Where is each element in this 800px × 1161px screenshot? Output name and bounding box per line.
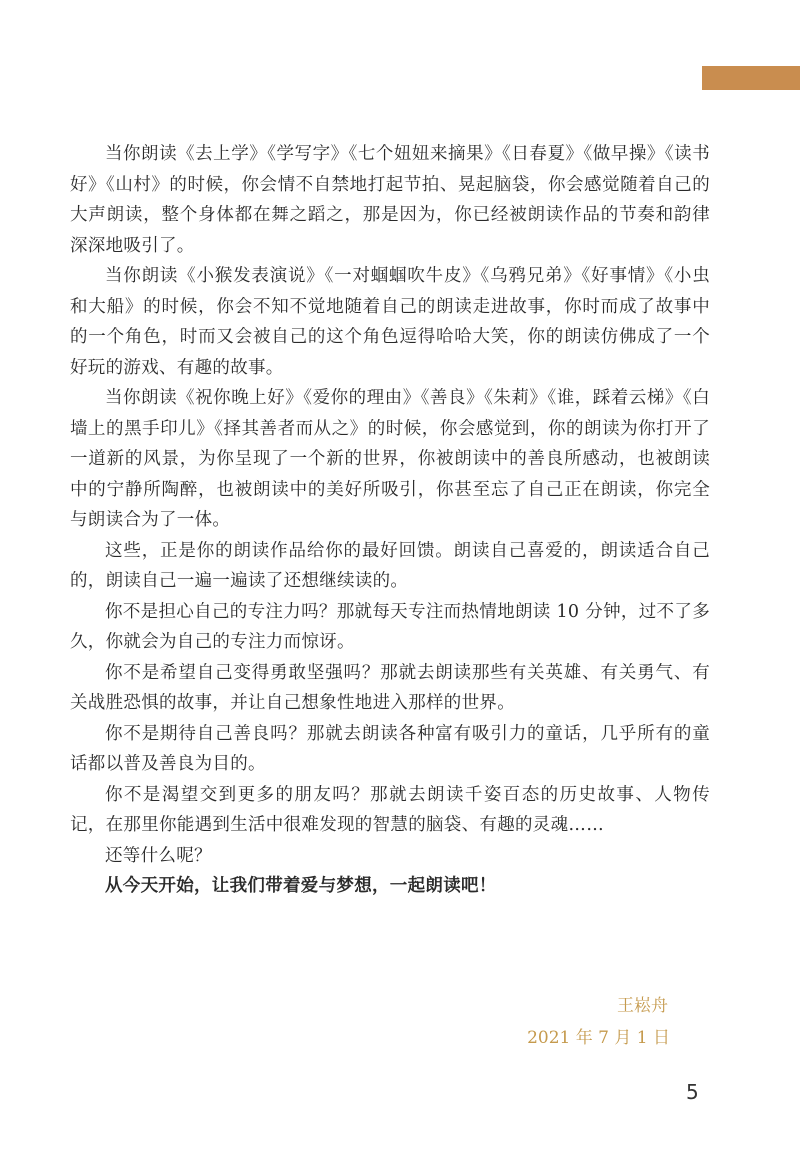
paragraph-4: 这些，正是你的朗读作品给你的最好回馈。朗读自己喜爱的，朗读适合自己的，朗读自己一遍一遍读了还想继续读的。 — [70, 540, 710, 591]
author-name: 王崧舟 — [617, 996, 668, 1016]
paragraph-2: 当你朗读《小猴发表演说》《一对蝈蝈吹牛皮》《乌鸦兄弟》《好事情》《小虫和大船》的时候，你会不知不觉地随着自己的朗读走进故事，你时而成了故事中的一个角色，时而又会被自己的这个角色逗得哈哈大笑，你的朗读仿佛成了一个好玩的游戏、有趣的故事。 — [70, 266, 710, 378]
closing-line: 从今天开始，让我们带着爱与梦想，一起朗读吧！ — [105, 876, 497, 896]
paragraph-1: 当你朗读《去上学》《学写字》《七个妞妞来摘果》《日春夏》《做早操》《读书好》《山村》的时候，你会情不自禁地打起节拍、晃起脑袋，你会感觉随着自己的大声朗读，整个身体都在舞之蹈之，那是因为，你已经被朗读作品的节奏和韵律深深地吸引了。 — [70, 144, 710, 256]
signature-block — [527, 990, 670, 1054]
paragraph-6: 你不是希望自己变得勇敢坚强吗？那就去朗读那些有关英雄、有关勇气、有关战胜恐惧的故事，并让自己想象性地进入那样的世界。 — [70, 662, 710, 713]
paragraph-3: 当你朗读《祝你晚上好》《爱你的理由》《善良》《朱莉》《谁，踩着云梯》《白墙上的黑手印儿》《择其善者而从之》的时候，你会感觉到，你的朗读为你打开了一道新的风景，为你呈现了一个新的世界，你被朗读中的善良所感动，也被朗读中的宁静所陶醉，也被朗读中的美好所吸引，你甚至忘了自己正在朗读，你完全与朗读合为了一体。 — [70, 388, 710, 530]
paragraph-7: 你不是期待自己善良吗？那就去朗读各种富有吸引力的童话，几乎所有的童话都以普及善良为目的。 — [70, 723, 710, 774]
paragraph-5: 你不是担心自己的专注力吗？那就每天专注而热情地朗读 10 分钟，过不了多久，你就会为自己的专注力而惊讶。 — [70, 601, 710, 652]
signature-date: 2021 年 7 月 1 日 — [527, 1028, 670, 1048]
paragraph-9: 还等什么呢？ — [105, 845, 212, 866]
paragraph-8: 你不是渴望交到更多的朋友吗？那就去朗读千姿百态的历史故事、人物传记，在那里你能遇到生活中很难发现的智慧的脑袋、有趣的灵魂…… — [70, 784, 710, 835]
chapter-tab-marker — [702, 66, 800, 90]
body-text — [70, 139, 710, 902]
page-number: 5 — [686, 1080, 699, 1104]
